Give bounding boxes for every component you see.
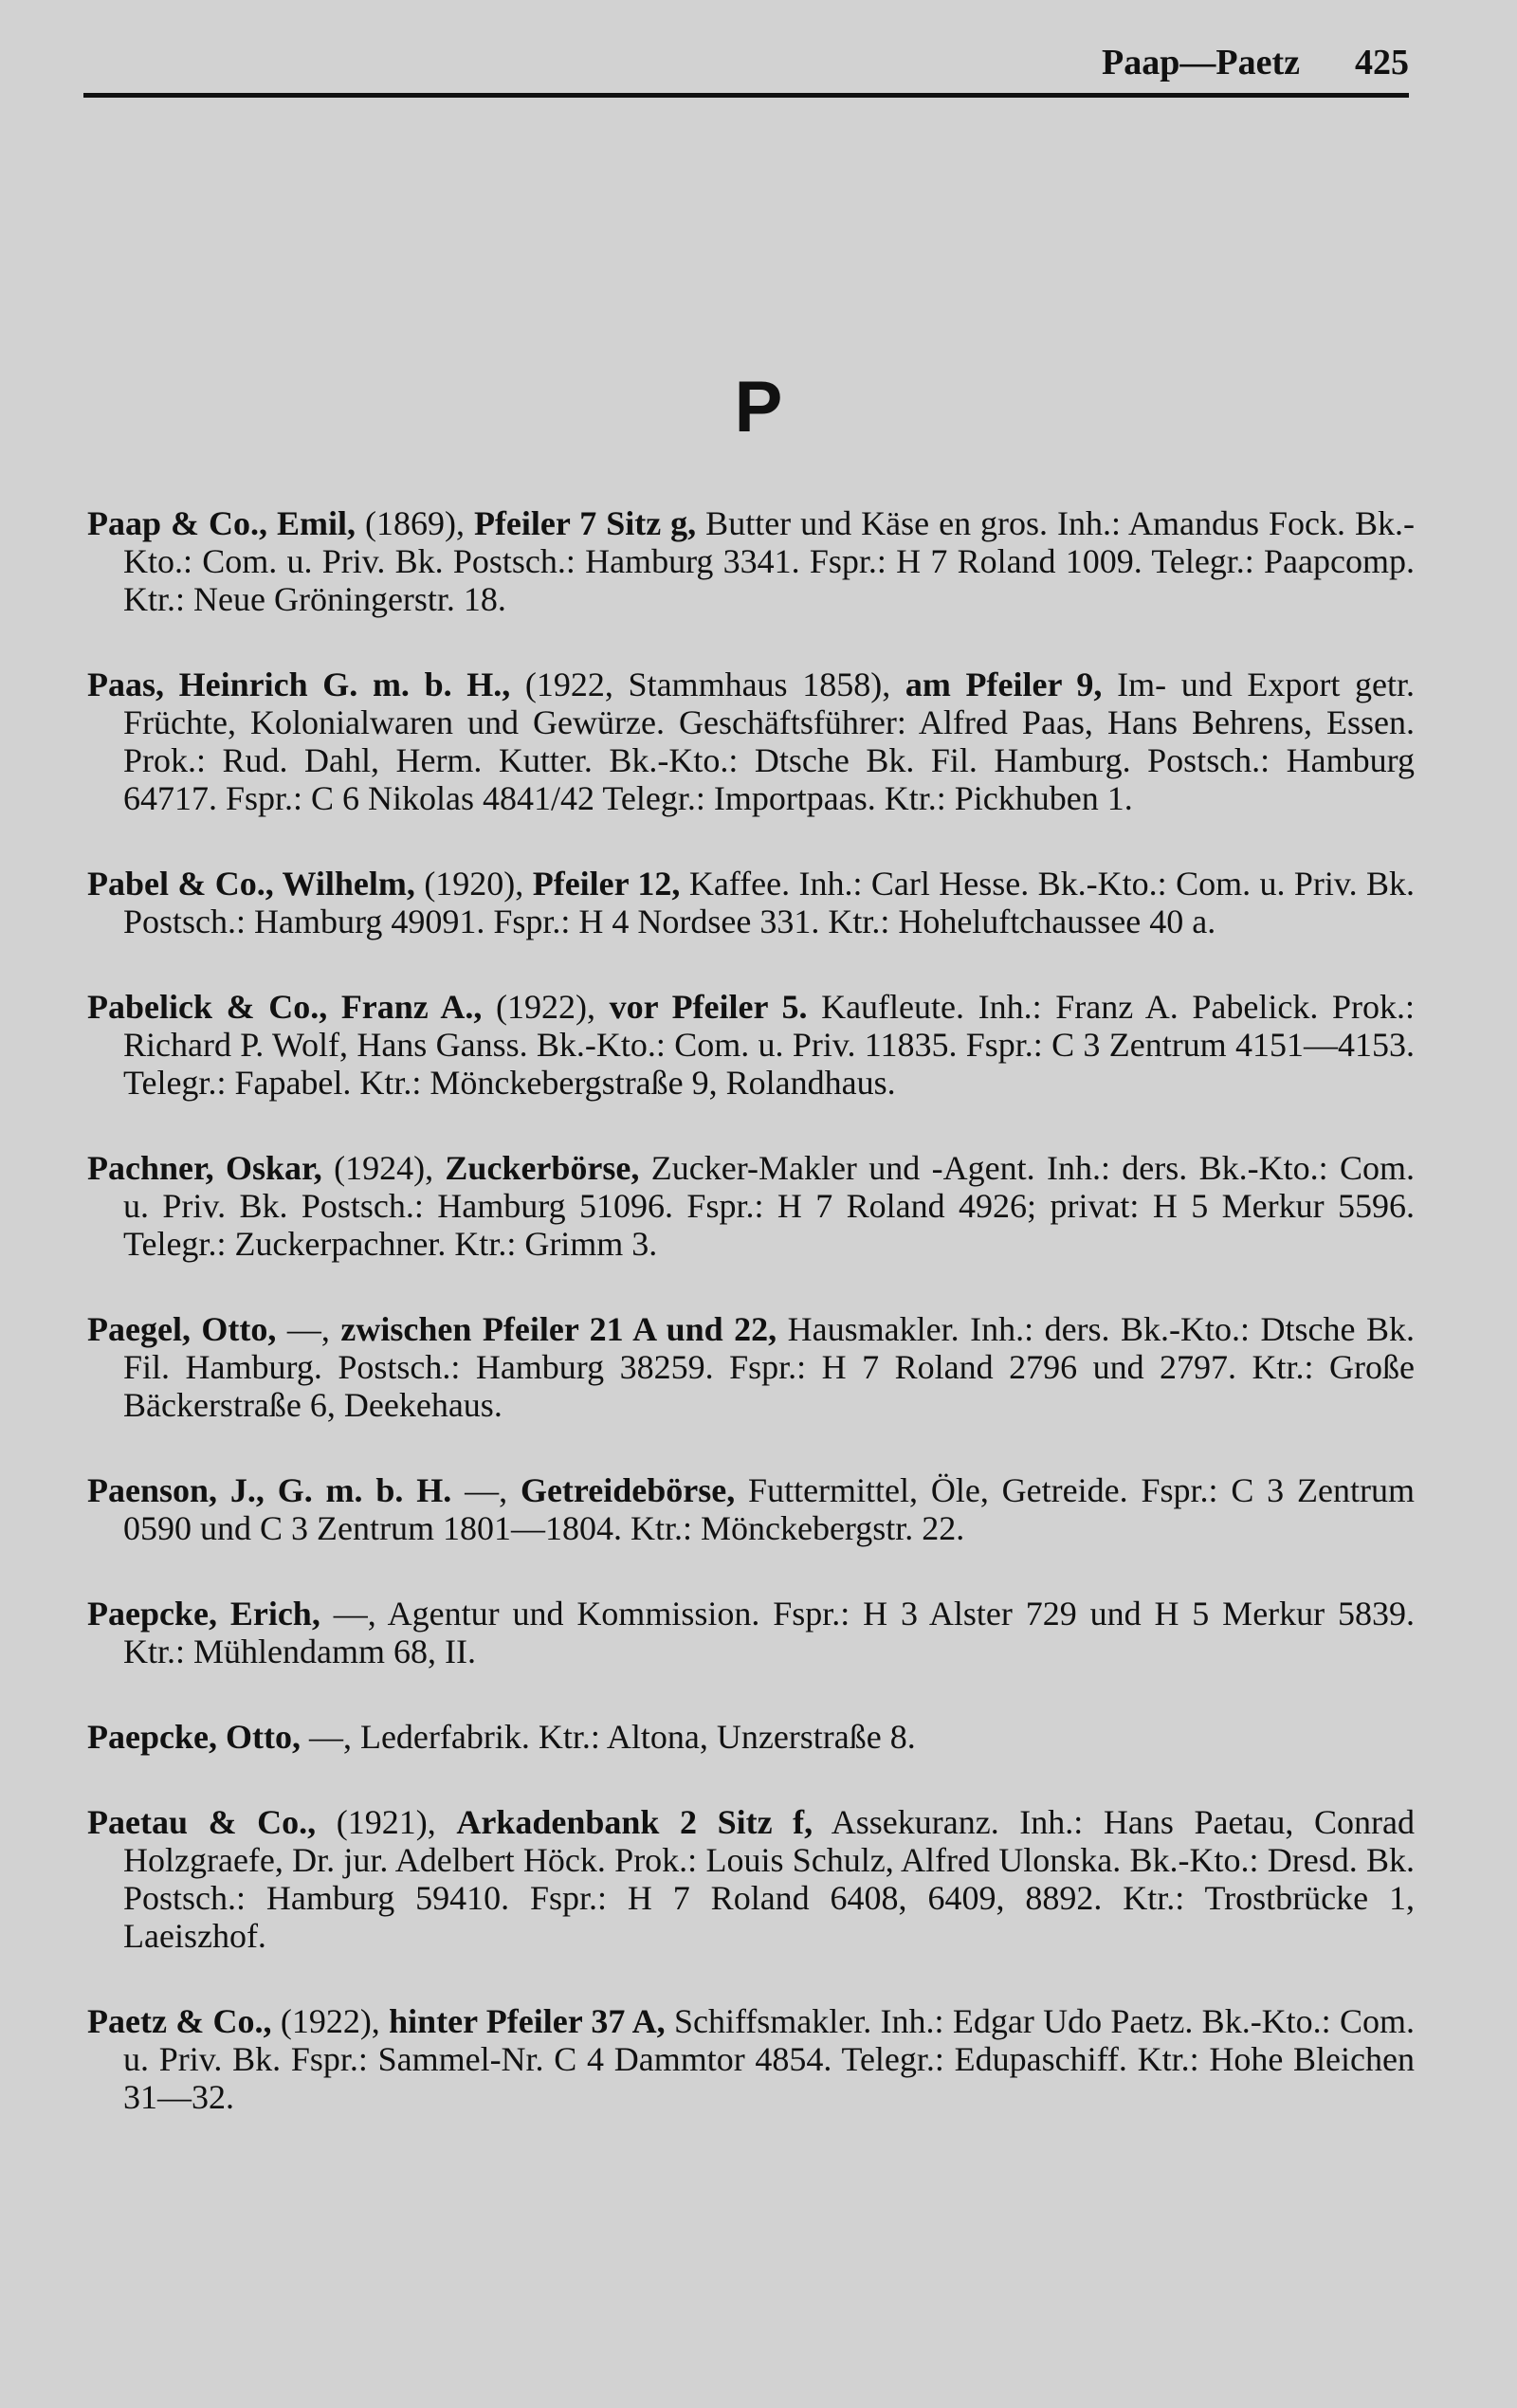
entry-paepcke-erich: [87, 1595, 1415, 1670]
entry-founded: (1922, Stammhaus 1858),: [510, 666, 905, 703]
entry-name: Paepcke, Erich,: [87, 1595, 320, 1633]
entry-founded: —,: [276, 1310, 341, 1348]
entry-name: Paegel, Otto,: [87, 1310, 277, 1348]
entry-pabelick: [87, 988, 1415, 1102]
running-head: [83, 34, 1409, 91]
entry-name: Paenson, J., G. m. b. H.: [87, 1471, 452, 1509]
entry-details: Agentur und Kommission. Fspr.: H 3 Alster 729 und H 5 Merkur 5839. Ktr.: Mühlendamm 68, II.: [123, 1595, 1416, 1670]
entry-name: Pabelick & Co., Franz A.,: [87, 988, 483, 1026]
entry-founded: (1920),: [414, 865, 533, 903]
entry-location: am Pfeiler 9,: [905, 666, 1103, 703]
entry-location: Getreidebörse,: [520, 1471, 736, 1509]
entry-details: Zucker-Makler und -Agent. Inh.: ders. Bk.-Kto.: Com. u. Priv. Bk. Postsch.: Hamburg 51096. Fspr.: H 7 Roland 4926; privat: H 5 Merkur 5596. Telegr.: Zuckerpachner. Ktr.: Grimm 3.: [123, 1149, 1415, 1263]
entry-details: Hausmakler. Inh.: ders. Bk.-Kto.: Dtsche Bk. Fil. Hamburg. Postsch.: Hamburg 38259. Fspr.: H 7 Roland 2796 und 2797. Ktr.: Große Bäckerstraße 6, Deekehaus.: [123, 1310, 1415, 1424]
entry-details: Assekuranz. Inh.: Hans Paetau, Conrad Holzgraefe, Dr. jur. Adelbert Höck. Prok.: Louis Schulz, Alfred Ulonska. Bk.-Kto.: Dresd. Bk. Postsch.: Hamburg 59410. Fspr.: H 7 Roland 6408, 6409, 8892. Ktr.: Trostbrücke 1, Laeiszhof.: [123, 1803, 1416, 1955]
header-rule: [83, 93, 1409, 98]
entry-paenson: [87, 1471, 1415, 1547]
entry-details: Butter und Käse en gros. Inh.: Amandus Fock. Bk.-Kto.: Com. u. Priv. Bk. Postsch.: Hamburg 3341. Fspr.: H 7 Roland 1009. Telegr.: Paapcomp. Ktr.: Neue Gröningerstr. 18.: [123, 504, 1416, 618]
entry-pabel: [87, 865, 1415, 940]
entry-details: Futtermittel, Öle, Getreide. Fspr.: C 3 Zentrum 0590 und C 3 Zentrum 1801—1804. Ktr.: Mönckebergstr. 22.: [123, 1471, 1415, 1547]
entry-founded: —,: [320, 1595, 388, 1633]
entry-location: vor Pfeiler 5.: [609, 988, 808, 1026]
entry-details: Kaffee. Inh.: Carl Hesse. Bk.-Kto.: Com. u. Priv. Bk. Postsch.: Hamburg 49091. Fspr.: H 4 Nordsee 331. Ktr.: Hoheluftchaussee 40 a.: [123, 865, 1416, 940]
entry-name: Pabel & Co., Wilhelm,: [87, 865, 415, 903]
entry-paegel: [87, 1310, 1415, 1424]
entry-location: Arkadenbank 2 Sitz f,: [456, 1803, 813, 1841]
entry-paepcke-otto: [87, 1718, 1415, 1756]
page-number: 425: [1355, 43, 1409, 82]
entry-founded: (1869),: [355, 504, 474, 542]
entry-founded: —,: [451, 1471, 521, 1509]
entry-name: Paap & Co., Emil,: [87, 504, 356, 542]
entry-paas: [87, 666, 1415, 817]
entry-details: Kaufleute. Inh.: Franz A. Pabelick. Prok.: Richard P. Wolf, Hans Ganss. Bk.-Kto.: Com. u. Priv. 11835. Fspr.: C 3 Zentrum 4151—4153. Telegr.: Fapabel. Ktr.: Mönckebergstraße 9, Rolandhaus.: [123, 988, 1415, 1102]
entry-founded: (1921),: [316, 1803, 457, 1841]
running-head-title: Paap—Paetz: [1102, 43, 1300, 82]
entry-details: Lederfabrik. Ktr.: Altona, Unzerstraße 8.: [359, 1718, 916, 1756]
entry-details: Schiffsmakler. Inh.: Edgar Udo Paetz. Bk.-Kto.: Com. u. Priv. Bk. Fspr.: Sammel-Nr. C 4 Dammtor 4854. Telegr.: Edupaschiff. Ktr.: Hohe Bleichen 31—32.: [123, 2002, 1415, 2116]
entry-name: Pachner, Oskar,: [87, 1149, 322, 1187]
entry-details: Im- und Export getr. Früchte, Kolonialwaren und Gewürze. Geschäftsführer: Alfred Paas, Hans Behrens, Essen. Prok.: Rud. Dahl, Herm. Kutter. Bk.-Kto.: Dtsche Bk. Fil. Hamburg. Postsch.: Hamburg 64717. Fspr.: C 6 Nikolas 4841/42 Telegr.: Importpaas. Ktr.: Pickhuben 1.: [123, 666, 1415, 817]
entry-list: [87, 504, 1415, 2163]
entry-location: zwischen Pfeiler 21 A und 22,: [340, 1310, 777, 1348]
entry-founded: (1924),: [321, 1149, 446, 1187]
entry-paetau: [87, 1803, 1415, 1955]
entry-founded: —,: [300, 1718, 360, 1756]
entry-founded: (1922),: [482, 988, 610, 1026]
entry-location: hinter Pfeiler 37 A,: [389, 2002, 666, 2040]
entry-name: Paepcke, Otto,: [87, 1718, 301, 1756]
entry-location: Pfeiler 7 Sitz g,: [473, 504, 697, 542]
entry-paap: [87, 504, 1415, 618]
entry-location: Zuckerbörse,: [445, 1149, 640, 1187]
entry-name: Paetz & Co.,: [87, 2002, 272, 2040]
entry-pachner: [87, 1149, 1415, 1263]
entry-paetz: [87, 2002, 1415, 2116]
entry-name: Paas, Heinrich G. m. b. H.,: [87, 666, 511, 703]
section-letter: P: [734, 367, 783, 447]
entry-location: Pfeiler 12,: [532, 865, 681, 903]
entry-name: Paetau & Co.,: [87, 1803, 317, 1841]
entry-founded: (1922),: [271, 2002, 390, 2040]
